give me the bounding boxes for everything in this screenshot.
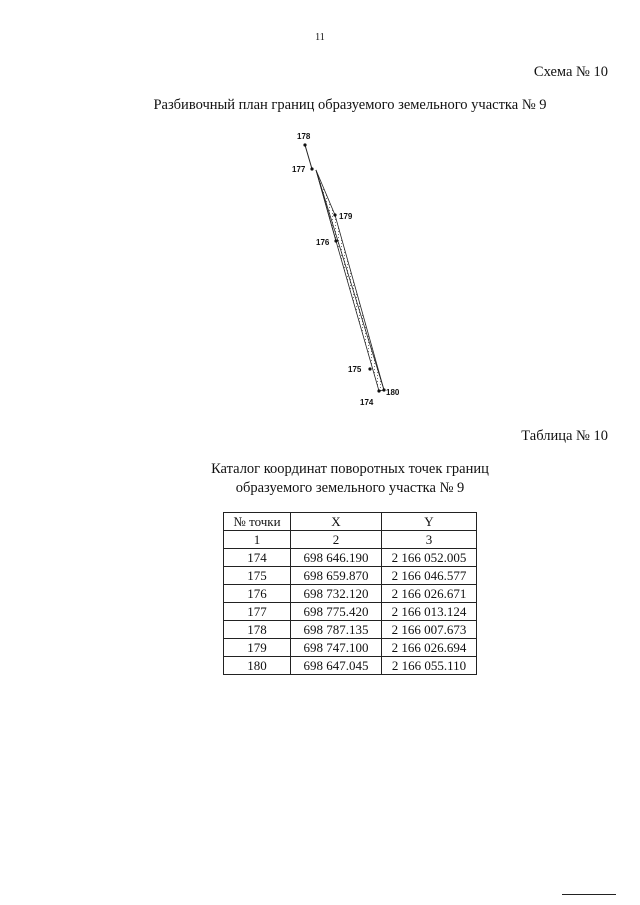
plan-title: Разбивочный план границ образуемого земельного участка № 9 bbox=[153, 97, 547, 113]
x-cell: 698 732.120 bbox=[291, 585, 382, 603]
x-cell: 698 659.870 bbox=[291, 567, 382, 585]
line-177-176 bbox=[316, 170, 336, 241]
point-label-176: 176 bbox=[316, 238, 330, 247]
point-cell: 177 bbox=[224, 603, 291, 621]
point-177-marker bbox=[310, 167, 313, 170]
coordinates-table bbox=[223, 512, 477, 675]
table-row bbox=[224, 657, 477, 675]
point-label-180: 180 bbox=[386, 388, 400, 397]
y-cell: 2 166 007.673 bbox=[382, 621, 477, 639]
point-label-179: 179 bbox=[339, 212, 353, 221]
point-label-178: 178 bbox=[297, 132, 311, 141]
line-178-177 bbox=[305, 145, 312, 169]
table-row bbox=[224, 549, 477, 567]
table-label: Таблица № 10 bbox=[521, 428, 608, 444]
point-175-marker bbox=[368, 367, 371, 370]
y-cell: 2 166 055.110 bbox=[382, 657, 477, 675]
table-row bbox=[224, 639, 477, 657]
header-point: № точки bbox=[224, 513, 291, 531]
catalog-title-line: образуемого земельного участка № 9 bbox=[235, 480, 465, 496]
point-label-174: 174 bbox=[360, 398, 374, 407]
catalog-title-line: Каталог координат поворотных точек границ bbox=[211, 461, 489, 477]
x-cell: 698 747.100 bbox=[291, 639, 382, 657]
point-178-marker bbox=[303, 143, 306, 146]
table-row bbox=[224, 603, 477, 621]
column-number: 3 bbox=[382, 531, 477, 549]
point-cell: 180 bbox=[224, 657, 291, 675]
x-cell: 698 647.045 bbox=[291, 657, 382, 675]
point-174-marker bbox=[377, 389, 380, 392]
table-header-row bbox=[224, 513, 477, 531]
x-cell: 698 775.420 bbox=[291, 603, 382, 621]
y-cell: 2 166 026.671 bbox=[382, 585, 477, 603]
table-row bbox=[224, 585, 477, 603]
table-row bbox=[224, 621, 477, 639]
y-cell: 2 166 026.694 bbox=[382, 639, 477, 657]
x-cell: 698 646.190 bbox=[291, 549, 382, 567]
header-x: X bbox=[291, 513, 382, 531]
table-row bbox=[224, 567, 477, 585]
boundary-plan bbox=[280, 125, 420, 415]
point-cell: 179 bbox=[224, 639, 291, 657]
y-cell: 2 166 052.005 bbox=[382, 549, 477, 567]
column-number-row bbox=[224, 531, 477, 549]
column-number: 2 bbox=[291, 531, 382, 549]
point-cell: 178 bbox=[224, 621, 291, 639]
footer-rule bbox=[562, 894, 616, 895]
scheme-label: Схема № 10 bbox=[533, 64, 608, 80]
point-cell: 174 bbox=[224, 549, 291, 567]
point-179-marker bbox=[333, 213, 336, 216]
column-number: 1 bbox=[224, 531, 291, 549]
point-label-175: 175 bbox=[348, 365, 362, 374]
page-number: 11 bbox=[315, 32, 325, 43]
point-cell: 175 bbox=[224, 567, 291, 585]
line-177-180 bbox=[316, 170, 384, 390]
y-cell: 2 166 046.577 bbox=[382, 567, 477, 585]
point-label-177: 177 bbox=[292, 165, 306, 174]
point-cell: 176 bbox=[224, 585, 291, 603]
point-176-marker bbox=[334, 239, 337, 242]
x-cell: 698 787.135 bbox=[291, 621, 382, 639]
y-cell: 2 166 013.124 bbox=[382, 603, 477, 621]
header-y: Y bbox=[382, 513, 477, 531]
catalog-title bbox=[0, 460, 640, 498]
